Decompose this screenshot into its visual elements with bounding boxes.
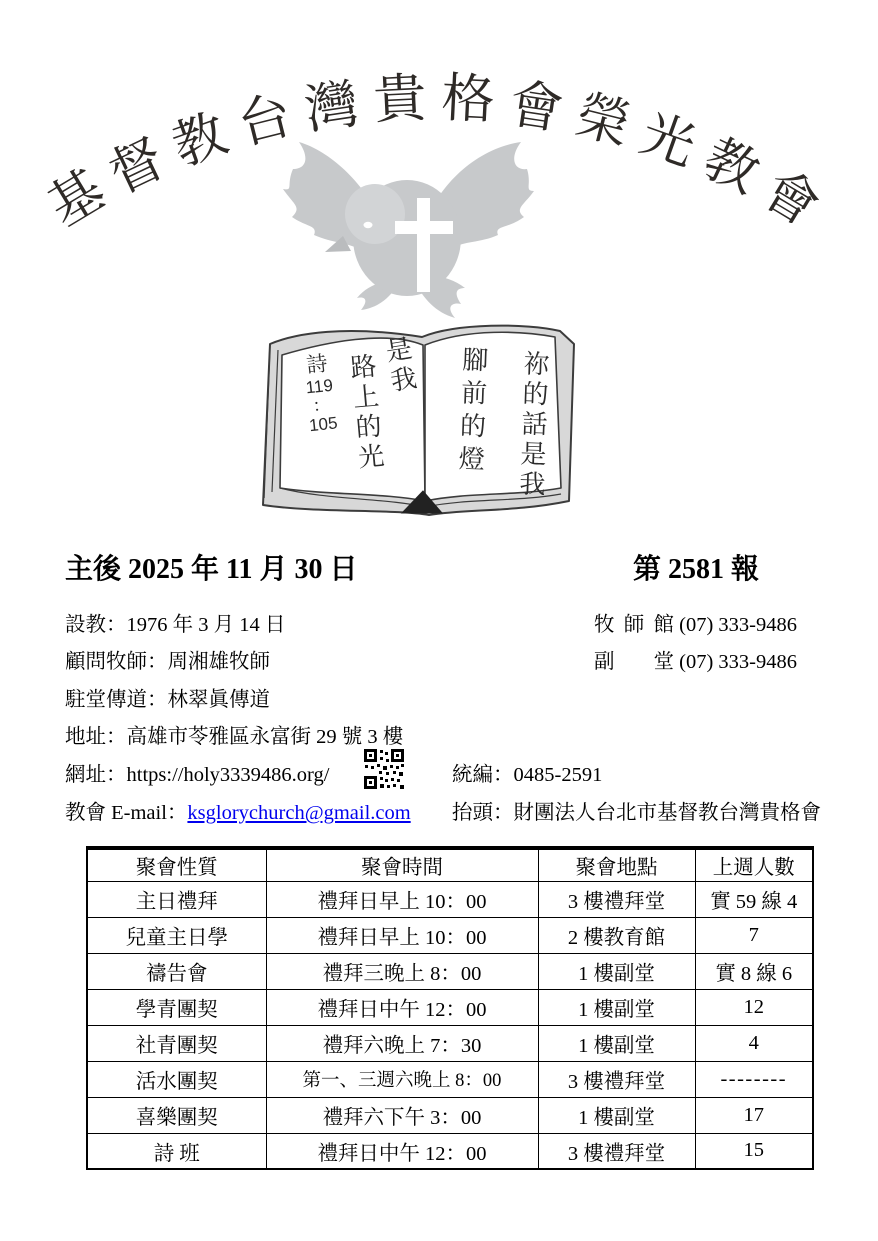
pastor-hall-label: 牧師館 <box>594 614 674 636</box>
arc-title-char: 格 <box>440 69 496 131</box>
table-row <box>87 1097 813 1133</box>
cell-meeting-place: 3 樓禮拜堂 <box>538 1061 695 1097</box>
cell-last-week-count: 15 <box>695 1133 813 1169</box>
verse-column: 是我 <box>380 334 419 398</box>
cell-meeting-type: 活水團契 <box>87 1061 266 1097</box>
cell-meeting-place: 1 樓副堂 <box>538 1097 695 1133</box>
cell-meeting-place: 3 樓禮拜堂 <box>538 1133 695 1169</box>
arc-title-char: 督 <box>100 129 174 205</box>
table-row <box>87 881 813 917</box>
col-header-meeting-type: 聚會性質 <box>87 848 266 881</box>
cell-meeting-type: 禱告會 <box>87 953 266 989</box>
col-header-meeting-time: 聚會時間 <box>266 848 538 881</box>
arc-title-char: 灣 <box>301 75 363 141</box>
annex-hall-number: (07) 333-9486 <box>679 651 797 673</box>
cell-meeting-type: 兒童主日學 <box>87 917 266 953</box>
cell-meeting-place: 2 樓教育館 <box>538 917 695 953</box>
cell-meeting-place: 1 樓副堂 <box>538 953 695 989</box>
tax-id-line: 統編：0485-2591 <box>452 764 603 786</box>
verse-ref-book: 詩 <box>305 351 329 378</box>
verse-ref-chapter: 119 <box>304 375 334 398</box>
annex-hall-phone <box>594 644 797 674</box>
arc-title-char: 榮 <box>570 86 636 156</box>
issue-date: 主後 2025 年 11 月 30 日 <box>65 554 358 585</box>
cell-last-week-count: 實 8 線 6 <box>695 953 813 989</box>
email-link[interactable]: ksglorychurch@gmail.com <box>187 802 411 824</box>
cell-last-week-count: 實 59 線 4 <box>695 881 813 917</box>
cell-meeting-place: 3 樓禮拜堂 <box>538 881 695 917</box>
arc-title-char: 教 <box>165 104 235 178</box>
cell-last-week-count: -------- <box>695 1061 813 1097</box>
cell-meeting-time: 禮拜日早上 10：00 <box>266 881 538 917</box>
pastor-hall-number: (07) 333-9486 <box>679 614 797 636</box>
issue-number: 第 2581 報 <box>633 554 760 585</box>
cell-last-week-count: 4 <box>695 1025 813 1061</box>
arc-title-char: 貴 <box>372 69 428 131</box>
cell-meeting-time: 禮拜三晚上 8：00 <box>266 953 538 989</box>
cell-meeting-time: 禮拜日中午 12：00 <box>266 989 538 1025</box>
arc-title-char: 會 <box>753 160 829 238</box>
cell-meeting-time: 第一、三週六晚上 8：00 <box>266 1061 538 1097</box>
cell-meeting-time: 禮拜日早上 10：00 <box>266 917 538 953</box>
cell-meeting-place: 1 樓副堂 <box>538 1025 695 1061</box>
arc-title-char: 教 <box>694 129 768 205</box>
cell-meeting-type: 喜樂團契 <box>87 1097 266 1133</box>
table-row <box>87 953 813 989</box>
cell-meeting-type: 詩 班 <box>87 1133 266 1169</box>
arc-title-char: 基 <box>39 160 115 238</box>
table-row <box>87 989 813 1025</box>
cell-last-week-count: 7 <box>695 917 813 953</box>
meeting-schedule-table <box>86 846 814 1170</box>
cell-meeting-time: 禮拜六下午 3：00 <box>266 1097 538 1133</box>
verse-column: 腳前的燈 <box>454 345 489 479</box>
table-row <box>87 1133 813 1169</box>
col-header-last-week-count: 上週人數 <box>695 848 813 881</box>
table-row <box>87 917 813 953</box>
website-line: 網址：https://holy3339486.org/ <box>65 764 330 786</box>
arc-title-char: 台 <box>232 86 298 156</box>
arc-title-char: 會 <box>505 75 567 141</box>
verse-ref-colon: ： <box>311 395 331 416</box>
verse-reference <box>293 350 347 436</box>
verse-column: 路上的光 <box>345 351 386 474</box>
cell-meeting-time: 禮拜六晚上 7：30 <box>266 1025 538 1061</box>
col-header-meeting-place: 聚會地點 <box>538 848 695 881</box>
verse-ref-verse: 105 <box>308 413 339 436</box>
annex-hall-label: 副堂 <box>594 651 674 673</box>
cell-meeting-type: 主日禮拜 <box>87 881 266 917</box>
cell-last-week-count: 17 <box>695 1097 813 1133</box>
advisor-pastor-line: 顧問牧師：周湘雄牧師 <box>65 651 270 673</box>
qr-code <box>363 748 405 790</box>
address-line: 地址：高雄市苓雅區永富街 29 號 3 樓 <box>65 726 404 748</box>
founded-line: 設教：1976 年 3 月 14 日 <box>65 614 286 636</box>
cell-meeting-time: 禮拜日中午 12：00 <box>266 1133 538 1169</box>
table-row <box>87 1025 813 1061</box>
verse-column: 祢的話是我 <box>515 349 550 501</box>
payee-line: 抬頭：財團法人台北市基督教台灣貴格會 <box>452 802 821 824</box>
table-row <box>87 1061 813 1097</box>
email-label: 教會 E-mail： <box>65 802 188 824</box>
cell-meeting-type: 學青團契 <box>87 989 266 1025</box>
arc-title-char: 光 <box>633 104 703 178</box>
resident-preacher-line: 駐堂傳道：林翠眞傳道 <box>65 689 270 711</box>
email-line <box>65 795 411 825</box>
cell-meeting-type: 社青團契 <box>87 1025 266 1061</box>
dove-cross-logo-icon <box>283 138 535 328</box>
cell-last-week-count: 12 <box>695 989 813 1025</box>
pastor-hall-phone <box>594 607 797 637</box>
cell-meeting-place: 1 樓副堂 <box>538 989 695 1025</box>
issue-line <box>65 547 815 583</box>
table-header-row <box>87 848 813 881</box>
